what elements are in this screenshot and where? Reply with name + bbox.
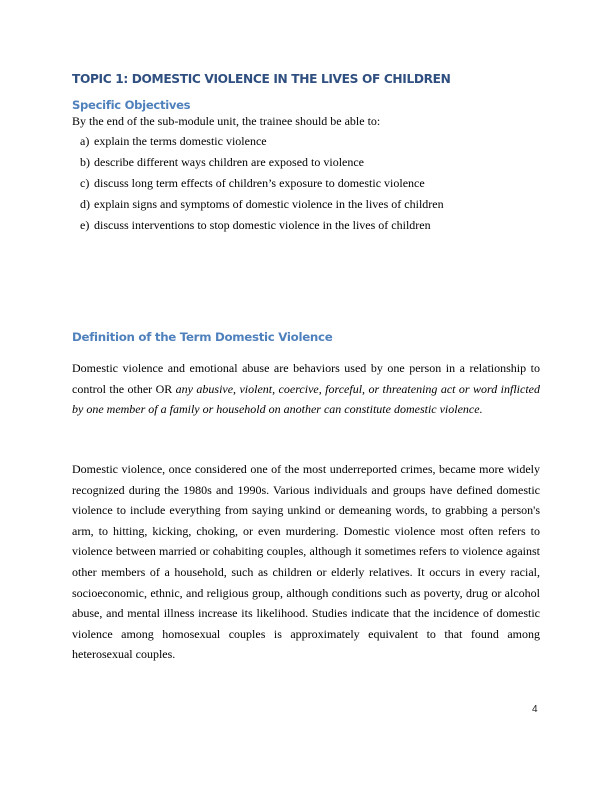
definition-plain-text: Domestic violence and emotional abuse are behaviors used by one person in a relationship to control the other OR: [72, 361, 540, 396]
objective-item: [80, 176, 444, 197]
objective-item: [80, 218, 444, 239]
objective-text: describe different ways children are exposed to violence: [94, 155, 364, 169]
objective-text: discuss interventions to stop domestic violence in the lives of children: [94, 218, 431, 232]
list-marker: e): [80, 218, 90, 232]
definition-paragraph: [72, 358, 540, 420]
list-marker: a): [80, 134, 90, 148]
page-number: 4: [532, 704, 538, 715]
objectives-list: [80, 134, 444, 239]
list-marker: c): [80, 176, 90, 190]
objective-item: [80, 134, 444, 155]
list-marker: d): [80, 197, 90, 211]
objective-item: [80, 155, 444, 176]
objectives-intro: By the end of the sub-module unit, the trainee should be able to:: [72, 114, 381, 128]
definition-italic-text: any abusive, violent, coercive, forceful, or threatening act or word inflicted by one member of a family or household on another can constitute domestic violence.: [72, 381, 540, 417]
objective-item: [80, 197, 444, 218]
definition-heading: Definition of the Term Domestic Violence: [72, 330, 333, 344]
objective-text: discuss long term effects of children’s exposure to domestic violence: [94, 176, 425, 190]
list-marker: b): [80, 155, 90, 169]
objective-text: explain the terms domestic violence: [94, 134, 267, 148]
objectives-heading: Specific Objectives: [72, 98, 191, 112]
context-paragraph: Domestic violence, once considered one of the most underreported crimes, became more widely recognized during the 1980s and 1990s. Various individuals and groups have defined domestic violence to include everything from saying unkind or demeaning words, to grabbing a person's arm, to hitting, kicking, choking, or even murdering. Domestic violence most often refers to violence between married or cohabiting couples, although it sometimes refers to violence against other members of a household, such as children or elderly relatives. It occurs in every racial, socioeconomic, ethnic, and religious group, although conditions such as poverty, drug or alcohol abuse, and mental illness increase its likelihood. Studies indicate that the incidence of domestic violence among homosexual couples is approximately equivalent to that found among heterosexual couples.: [72, 462, 540, 662]
objective-text: explain signs and symptoms of domestic violence in the lives of children: [94, 197, 444, 211]
topic-title: TOPIC 1: DOMESTIC VIOLENCE IN THE LIVES OF CHILDREN: [72, 72, 451, 86]
